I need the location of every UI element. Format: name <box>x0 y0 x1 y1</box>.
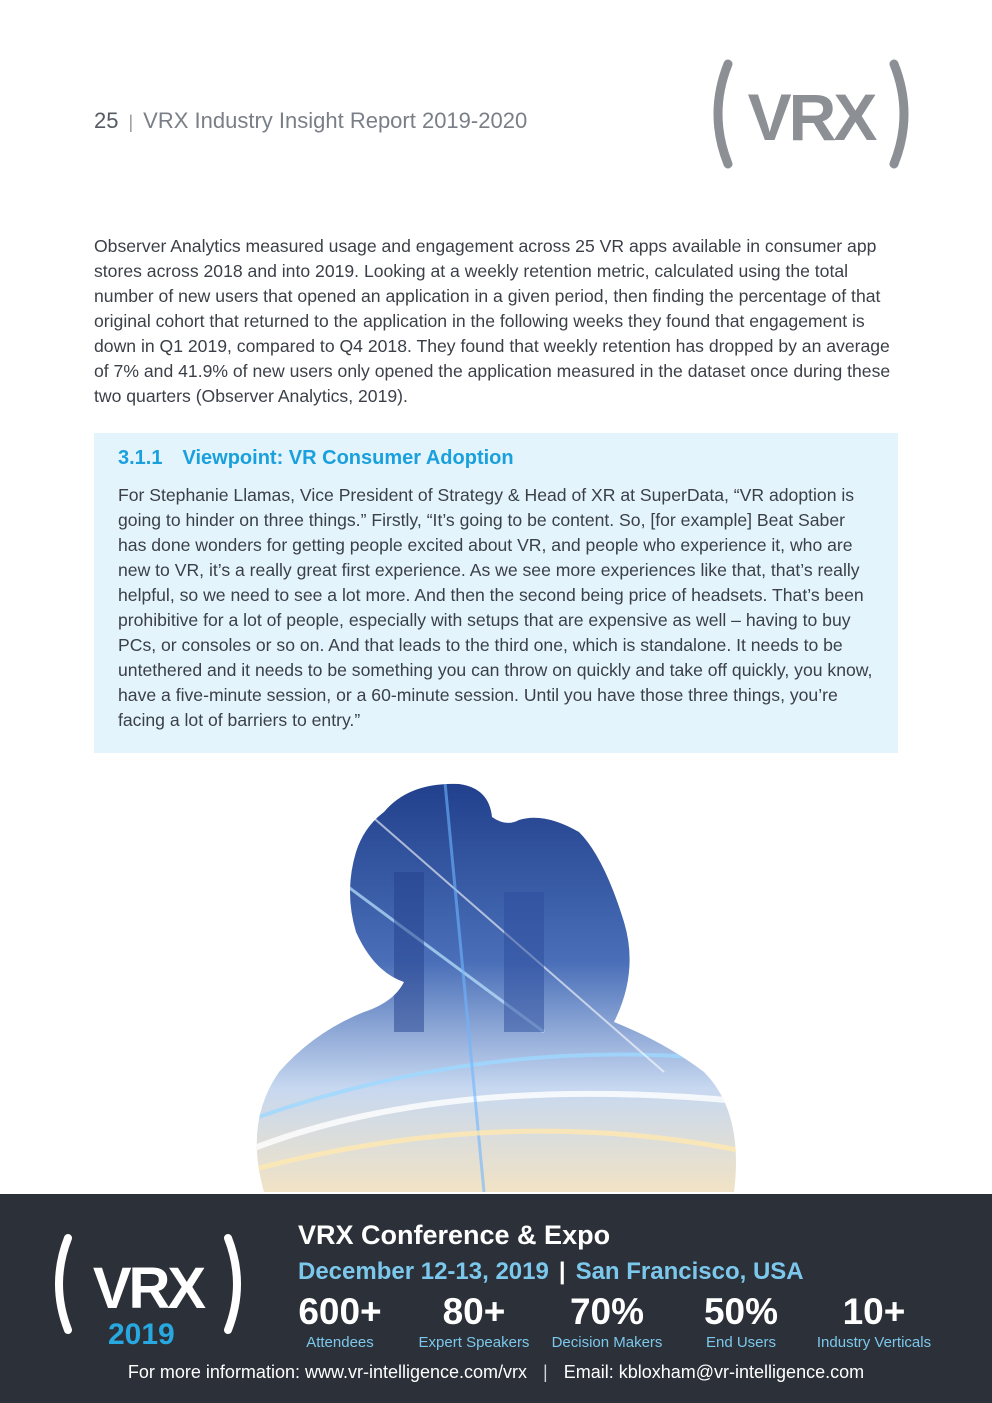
stat-value: 50% <box>703 1291 779 1332</box>
vrx-logo <box>706 58 916 170</box>
contact-line <box>0 1362 992 1383</box>
stat-label: Decision Makers <box>551 1334 663 1351</box>
vr-headset-user-image <box>244 772 748 1194</box>
section-number: 3.1.1 <box>118 447 163 469</box>
dates-text: December 12-13, 2019 <box>298 1258 549 1285</box>
page-header <box>94 108 527 134</box>
conference-dates <box>298 1258 804 1286</box>
email-link[interactable]: Email: kbloxham@vr-intelligence.com <box>563 1362 865 1382</box>
stat-label: Attendees <box>306 1334 374 1351</box>
conference-title: VRX Conference & Expo <box>298 1220 611 1250</box>
stat-decision-makers <box>544 1292 670 1352</box>
stat-attendees <box>288 1292 392 1352</box>
header-separator: | <box>128 112 134 132</box>
stat-value: 10+ <box>842 1291 906 1332</box>
viewpoint-body: For Stephanie Llamas, Vice President of Strategy & Head of XR at SuperData, “VR adoption is going to hinder on three things.” Firstly, “It’s going to be content. So, [for example] Beat Saber has done wonders for getting people excited about VR, and people who experience it, who are new to VR, it’s a really great first experience. As we see more experiences like that, that’s really helpful, so we need to see a lot more. And then the second being price of headsets. That’s been prohibitive for a lot of people, especially with setups that are expensive as well – having to buy PCs, or consoles or so on. And that leads to the third one, which is standalone. It needs to be untethered and it needs to be something you can throw on quickly and take off quickly, you know, have a five-minute session, or a 60-minute session. Until you have those three things, you’re facing a lot of barriers to entry.” <box>118 485 873 730</box>
stat-end-users <box>690 1292 792 1352</box>
stat-label: Expert Speakers <box>418 1334 530 1351</box>
report-title: VRX Industry Insight Report 2019-2020 <box>143 108 528 133</box>
stat-expert-speakers <box>412 1292 536 1352</box>
viewpoint-box <box>94 433 898 753</box>
svg-text:VRX: VRX <box>92 1256 204 1321</box>
intro-paragraph: Observer Analytics measured usage and engagement across 25 VR apps available in consumer app stores across 2018 and into 2019. Looking at a weekly retention metric, calculated using the total number of new users that opened an application in a given period, then finding the percentage of that original cohort that returned to the application in the following weeks they found that engagement is down in Q1 2019, compared to Q4 2018. They found that weekly retention has dropped by an average of 7% and 41.9% of new users only opened the application measured in the dataset once during these two quarters (Observer Analytics, 2019). <box>94 236 891 406</box>
stat-value: 70% <box>569 1291 645 1332</box>
section-title: Viewpoint: VR Consumer Adoption <box>182 447 514 469</box>
svg-text:VRX: VRX <box>747 80 875 154</box>
viewpoint-heading <box>118 447 514 470</box>
info-separator: | <box>543 1362 548 1382</box>
stat-value: 600+ <box>298 1291 382 1332</box>
page-number: 25 <box>94 108 119 133</box>
stat-label: Industry Verticals <box>816 1334 932 1351</box>
stat-label: End Users <box>705 1334 777 1351</box>
stat-value: 80+ <box>442 1291 506 1332</box>
conference-footer <box>0 1194 992 1403</box>
website-link[interactable]: For more information: www.vr-intelligence.com/vrx <box>127 1362 528 1382</box>
dates-separator: | <box>558 1258 566 1285</box>
stat-industry-verticals <box>808 1292 940 1352</box>
location-text: San Francisco, USA <box>575 1258 804 1285</box>
footer-year: 2019 <box>108 1318 175 1351</box>
